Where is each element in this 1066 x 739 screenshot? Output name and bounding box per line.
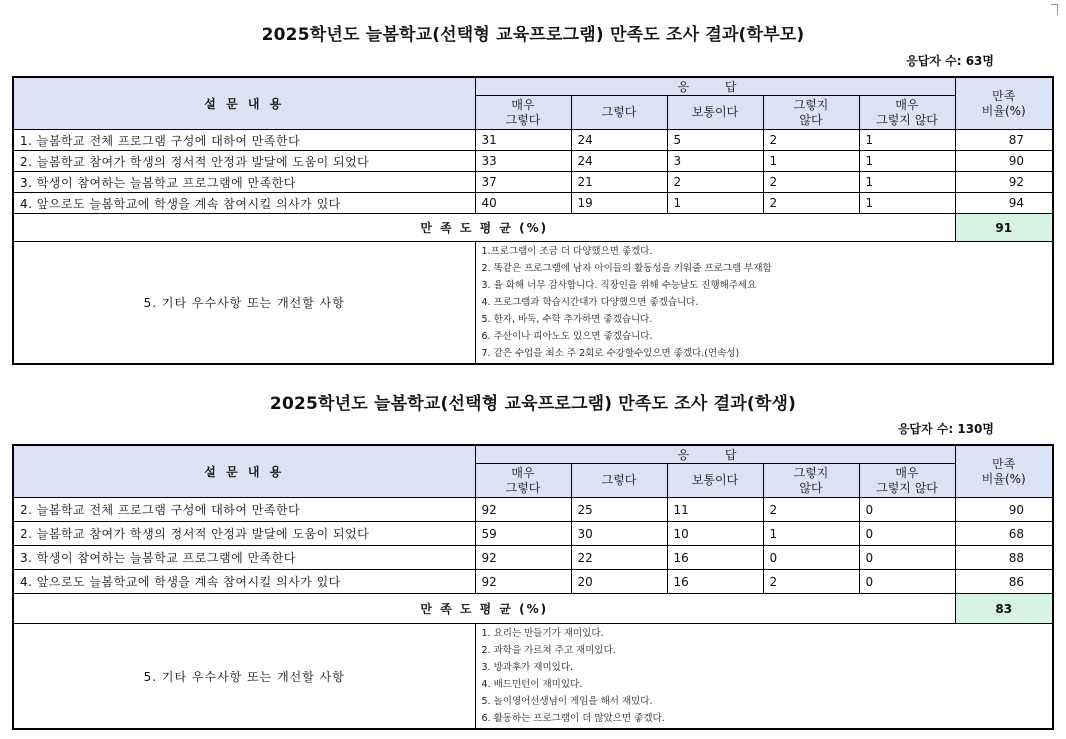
response-count: 31 <box>475 130 571 151</box>
comment-line: 5. 한자, 바둑, 수학 추가하면 좋겠습니다. <box>481 314 653 325</box>
header-option: 그렇지 않다 <box>763 464 859 498</box>
comment-line: 4. 배드민턴이 재미있다. <box>481 679 583 690</box>
average-row <box>13 594 1053 624</box>
response-count: 1 <box>859 193 955 214</box>
comment-line: 6. 주산이나 피아노도 있으면 좋겠습니다. <box>481 331 653 342</box>
response-count: 59 <box>475 522 571 546</box>
table-row <box>13 193 1053 214</box>
response-count: 2 <box>763 570 859 594</box>
response-count: 5 <box>667 130 763 151</box>
response-count: 2 <box>763 498 859 522</box>
comment-line: 6. 활동하는 프로그램이 더 많았으면 좋겠다. <box>481 713 665 724</box>
response-count: 37 <box>475 172 571 193</box>
header-response: 응 답 <box>475 445 955 464</box>
response-count: 1 <box>763 522 859 546</box>
response-count: 2 <box>763 193 859 214</box>
question-text: 3. 학생이 참여하는 늘봄학교 프로그램에 만족한다 <box>13 546 475 570</box>
comment-line: 5. 놀이영어선생님이 게임을 해서 재밌다. <box>481 696 653 707</box>
other-label <box>13 242 475 365</box>
students-respondents: 응답자 수: 130명 <box>897 422 994 436</box>
page-corner-mark <box>1051 4 1058 15</box>
question-text: 3. 학생이 참여하는 늘봄학교 프로그램에 만족한다 <box>13 172 475 193</box>
header-option: 그렇다 <box>571 96 667 130</box>
question-text: 4. 앞으로도 늘봄학교에 학생을 계속 참여시킬 의사가 있다 <box>13 193 475 214</box>
response-count[interactable]: 1 <box>667 193 763 214</box>
satisfaction-rate: 94 <box>955 193 1053 214</box>
table-row <box>13 498 1053 522</box>
satisfaction-rate: 68 <box>955 522 1053 546</box>
header-option: 매우 그렇지 않다 <box>859 96 955 130</box>
header-option: 그렇지 않다 <box>763 96 859 130</box>
comment-line: 7. 같은 수업을 최소 주 2회로 수강할수있으면 좋겠다.(연속성) <box>481 348 740 359</box>
students-title: 2025학년도 늘봄학교(선택형 교육프로그램) 만족도 조사 결과(학생) <box>269 394 797 414</box>
response-count: 11 <box>667 498 763 522</box>
response-count: 40 <box>475 193 571 214</box>
parents-survey-table <box>12 76 1054 365</box>
table-row <box>13 570 1053 594</box>
comment-line: 2. 과학을 가르쳐 주고 재미있다. <box>481 645 616 656</box>
response-count: 92 <box>475 546 571 570</box>
response-count: 16 <box>667 570 763 594</box>
average-value: 91 <box>955 214 1053 242</box>
question-text: 2. 늘봄학교 전체 프로그램 구성에 대하여 만족한다 <box>13 498 475 522</box>
response-count: 10 <box>667 522 763 546</box>
question-text: 2. 늘봄학교 참여가 학생의 정서적 안정과 발달에 도움이 되었다 <box>13 522 475 546</box>
response-count: 2 <box>667 172 763 193</box>
parents-respondents: 응답자 수: 63명 <box>906 54 994 68</box>
header-option: 매우 그렇다 <box>475 464 571 498</box>
comment-line: 1.프로그램이 조금 더 다양했으면 좋겠다. <box>481 246 653 257</box>
response-count: 0 <box>859 522 955 546</box>
satisfaction-rate: 92 <box>955 172 1053 193</box>
response-count: 2 <box>763 172 859 193</box>
response-count: 24 <box>571 130 667 151</box>
header-option: 보통이다 <box>667 464 763 498</box>
comment-line: 3. 율 화해 너무 감사합니다. 직장인을 위해 수능날도 진행해주세요 <box>481 280 757 291</box>
comments-row <box>13 242 1053 365</box>
response-count: 1 <box>859 172 955 193</box>
response-count: 0 <box>859 546 955 570</box>
comments-cell <box>475 624 1053 730</box>
other-label-text: 5. 기타 우수사항 또는 개선할 사항 <box>143 669 345 684</box>
satisfaction-rate: 87 <box>955 130 1053 151</box>
average-row <box>13 214 1053 242</box>
table-row <box>13 172 1053 193</box>
response-count: 92 <box>475 498 571 522</box>
response-count: 22 <box>571 546 667 570</box>
response-count: 0 <box>763 546 859 570</box>
response-count: 0 <box>859 570 955 594</box>
response-count: 24 <box>571 151 667 172</box>
comments-row <box>13 624 1053 730</box>
table-row <box>13 522 1053 546</box>
response-count: 92 <box>475 570 571 594</box>
header-option: 매우 그렇지 않다 <box>859 464 955 498</box>
response-count: 19 <box>571 193 667 214</box>
header-option: 그렇다 <box>571 464 667 498</box>
satisfaction-rate: 88 <box>955 546 1053 570</box>
comments-cell <box>475 242 1053 365</box>
response-count: 21 <box>571 172 667 193</box>
other-label-text: 5. 기타 우수사항 또는 개선할 사항 <box>143 296 345 310</box>
response-count: 1 <box>763 151 859 172</box>
header-question: 설 문 내 용 <box>13 77 475 130</box>
response-count: 16 <box>667 546 763 570</box>
response-count: 1 <box>859 151 955 172</box>
comment-line: 4. 프로그램과 학습시간대가 다양했으면 좋겠습니다. <box>481 297 699 308</box>
comment-line: 3. 방과후가 재미있다. <box>481 662 574 673</box>
table-row <box>13 546 1053 570</box>
table-row <box>13 151 1053 172</box>
question-text: 4. 앞으로도 늘봄학교에 학생을 계속 참여시킬 의사가 있다 <box>13 570 475 594</box>
header-satisfaction: 만족 비율(%) <box>955 77 1053 130</box>
students-survey-table <box>12 444 1054 730</box>
comment-line: 1. 요리는 만들기가 재미있다. <box>481 628 604 639</box>
table-row <box>13 130 1053 151</box>
other-label <box>13 624 475 730</box>
average-label: 만 족 도 평 균 (%) <box>13 214 955 242</box>
header-option: 보통이다 <box>667 96 763 130</box>
header-satisfaction: 만족 비율(%) <box>955 445 1053 498</box>
satisfaction-rate: 90 <box>955 151 1053 172</box>
response-count: 1 <box>859 130 955 151</box>
response-count: 20 <box>571 570 667 594</box>
question-text: 1. 늘봄학교 전체 프로그램 구성에 대하여 만족한다 <box>13 130 475 151</box>
average-value: 83 <box>955 594 1053 624</box>
response-count: 33 <box>475 151 571 172</box>
satisfaction-rate: 86 <box>955 570 1053 594</box>
header-question: 설 문 내 용 <box>13 445 475 498</box>
comment-line: 2. 똑같은 프로그램에 남자 아이들의 활동성을 키워줄 프로그램 부재함 <box>481 263 772 274</box>
response-count: 25 <box>571 498 667 522</box>
response-count: 30 <box>571 522 667 546</box>
response-count: 0 <box>859 498 955 522</box>
response-count: 3 <box>667 151 763 172</box>
header-response: 응 답 <box>475 77 955 96</box>
question-text: 2. 늘봄학교 참여가 학생의 정서적 안정과 발달에 도움이 되었다 <box>13 151 475 172</box>
parents-title: 2025학년도 늘봄학교(선택형 교육프로그램) 만족도 조사 결과(학부모) <box>261 25 805 45</box>
header-option: 매우 그렇다 <box>475 96 571 130</box>
satisfaction-rate: 90 <box>955 498 1053 522</box>
response-count: 2 <box>763 130 859 151</box>
average-label: 만 족 도 평 균 (%) <box>13 594 955 624</box>
